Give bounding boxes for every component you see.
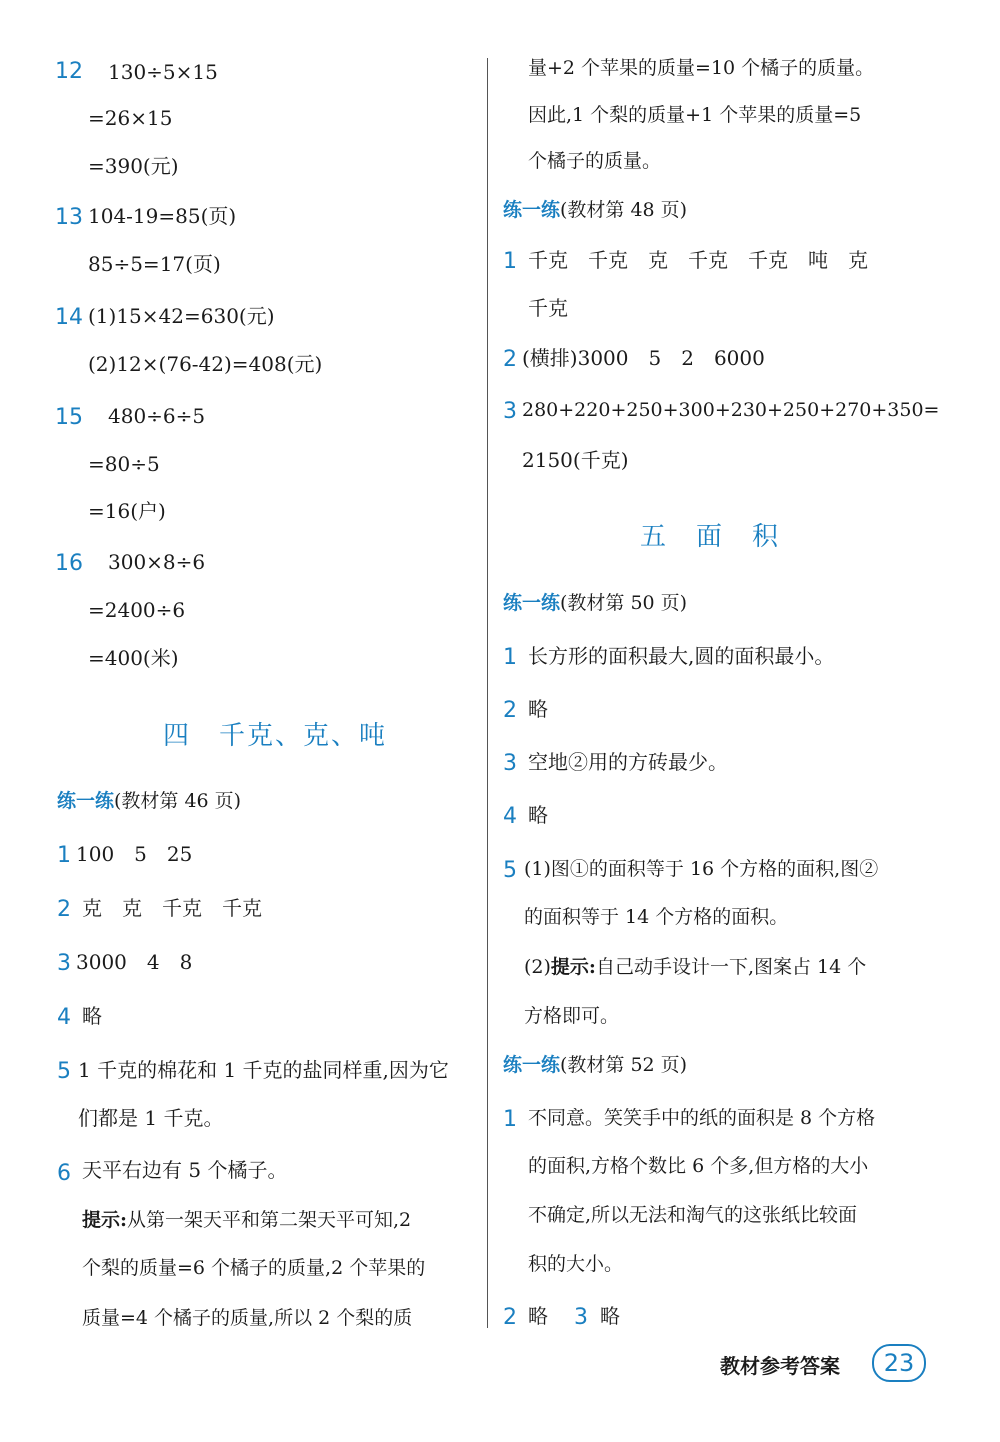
answer-line: 略 (528, 803, 548, 827)
question-number: 2 (503, 1305, 517, 1330)
hint-line: 个梨的质量=6 个橘子的质量,2 个苹果的 (82, 1257, 426, 1279)
exercise-ref: (教材第 46 页) (114, 790, 242, 812)
answer-line: 天平右边有 5 个橘子。 (82, 1158, 288, 1182)
answer-line: (1)15×42=630(元) (88, 304, 275, 328)
answer-line: 积的大小。 (528, 1253, 624, 1275)
answer-line: 长方形的面积最大,圆的面积最小。 (528, 644, 835, 668)
question-number: 4 (57, 1005, 71, 1030)
column-divider (487, 58, 488, 1328)
question-number: 3 (503, 751, 517, 776)
answer-line: 略 (82, 1004, 102, 1028)
answer-line: =2400÷6 (88, 598, 186, 622)
exercise-label: 练一练 (503, 1054, 561, 1076)
answer-line: 85÷5=17(页) (88, 252, 221, 276)
exercise-label: 练一练 (57, 790, 115, 812)
answer-line: 2150(千克) (522, 448, 629, 472)
answer-line: 克 克 千克 千克 (82, 896, 262, 920)
hint-line: 方格即可。 (524, 1005, 620, 1027)
exercise-ref: (教材第 52 页) (560, 1054, 688, 1076)
answer-line: 130÷5×15 (108, 60, 218, 84)
exercise-header (503, 1052, 687, 1078)
question-number: 3 (574, 1305, 588, 1330)
hint-label: 提示: (82, 1209, 128, 1231)
section-title: 四 千克、克、吨 (163, 721, 388, 751)
answer-line: (横排)3000 5 2 6000 (522, 346, 765, 370)
answer-line: 不同意。笑笑手中的纸的面积是 8 个方格 (528, 1107, 876, 1129)
hint-line (524, 953, 866, 981)
exercise-header (57, 788, 241, 814)
hint-line (82, 1206, 411, 1234)
answer-line: 千克 千克 克 千克 千克 吨 克 (528, 248, 868, 272)
answer-line: 300×8÷6 (108, 550, 206, 574)
answer-line: (1)图①的面积等于 16 个方格的面积,图② (524, 858, 879, 880)
hint-text: 自己动手设计一下,图案占 14 个 (595, 956, 867, 978)
page-number: 23 (872, 1344, 926, 1382)
answer-line: 略 (528, 1304, 548, 1328)
answer-line: 们都是 1 千克。 (78, 1106, 224, 1130)
sub-question: (2) (524, 956, 551, 978)
question-number: 1 (503, 1107, 517, 1132)
answer-line: 的面积等于 14 个方格的面积。 (524, 906, 789, 928)
answer-line: =390(元) (88, 154, 179, 178)
answer-line: 不确定,所以无法和淘气的这张纸比较面 (528, 1204, 858, 1226)
question-number: 2 (503, 698, 517, 723)
question-number: 1 (57, 843, 71, 868)
answer-line: 个橘子的质量。 (528, 150, 662, 172)
answer-line: =16(户) (88, 499, 166, 523)
hint-label: 提示: (550, 956, 596, 978)
exercise-ref: (教材第 48 页) (560, 199, 688, 221)
question-number: 3 (57, 951, 71, 976)
answer-line: 480÷6÷5 (108, 404, 206, 428)
answer-line: 的面积,方格个数比 6 个多,但方格的大小 (528, 1155, 869, 1177)
question-number: 4 (503, 804, 517, 829)
question-number: 3 (503, 399, 517, 424)
answer-line: (2)12×(76-42)=408(元) (88, 352, 323, 376)
question-number: 5 (57, 1059, 71, 1084)
question-number: 16 (55, 551, 83, 576)
exercise-label: 练一练 (503, 199, 561, 221)
exercise-header (503, 197, 687, 223)
question-number: 1 (503, 249, 517, 274)
question-number: 5 (503, 858, 517, 883)
footer-label: 教材参考答案 (720, 1354, 840, 1378)
answer-line: =80÷5 (88, 452, 160, 476)
answer-line: 空地②用的方砖最少。 (528, 750, 728, 774)
answer-line: 略 (528, 697, 548, 721)
question-number: 12 (55, 59, 83, 84)
answer-line: 1 千克的棉花和 1 千克的盐同样重,因为它 (78, 1058, 449, 1082)
exercise-label: 练一练 (503, 592, 561, 614)
hint-text: 从第一架天平和第二架天平可知,2 (127, 1209, 412, 1231)
answer-line: 3000 4 8 (76, 950, 193, 974)
answer-line: 280+220+250+300+230+250+270+350= (522, 399, 940, 421)
question-number: 2 (57, 897, 71, 922)
question-number: 15 (55, 405, 83, 430)
question-number: 14 (55, 305, 83, 330)
section-title: 五 面 积 (640, 522, 781, 552)
answer-line: 因此,1 个梨的质量+1 个苹果的质量=5 (528, 104, 862, 126)
answer-line: 略 (600, 1304, 620, 1328)
question-number: 2 (503, 347, 517, 372)
answer-line: =26×15 (88, 106, 173, 130)
answer-line: =400(米) (88, 646, 179, 670)
question-number: 1 (503, 645, 517, 670)
answer-line: 千克 (528, 296, 568, 320)
answer-line: 104-19=85(页) (88, 204, 237, 228)
hint-line: 质量=4 个橘子的质量,所以 2 个梨的质 (82, 1307, 413, 1329)
question-number: 6 (57, 1161, 71, 1186)
question-number: 13 (55, 205, 83, 230)
exercise-ref: (教材第 50 页) (560, 592, 688, 614)
answer-line: 100 5 25 (76, 842, 193, 866)
exercise-header (503, 590, 687, 616)
answer-line: 量+2 个苹果的质量=10 个橘子的质量。 (528, 57, 875, 79)
